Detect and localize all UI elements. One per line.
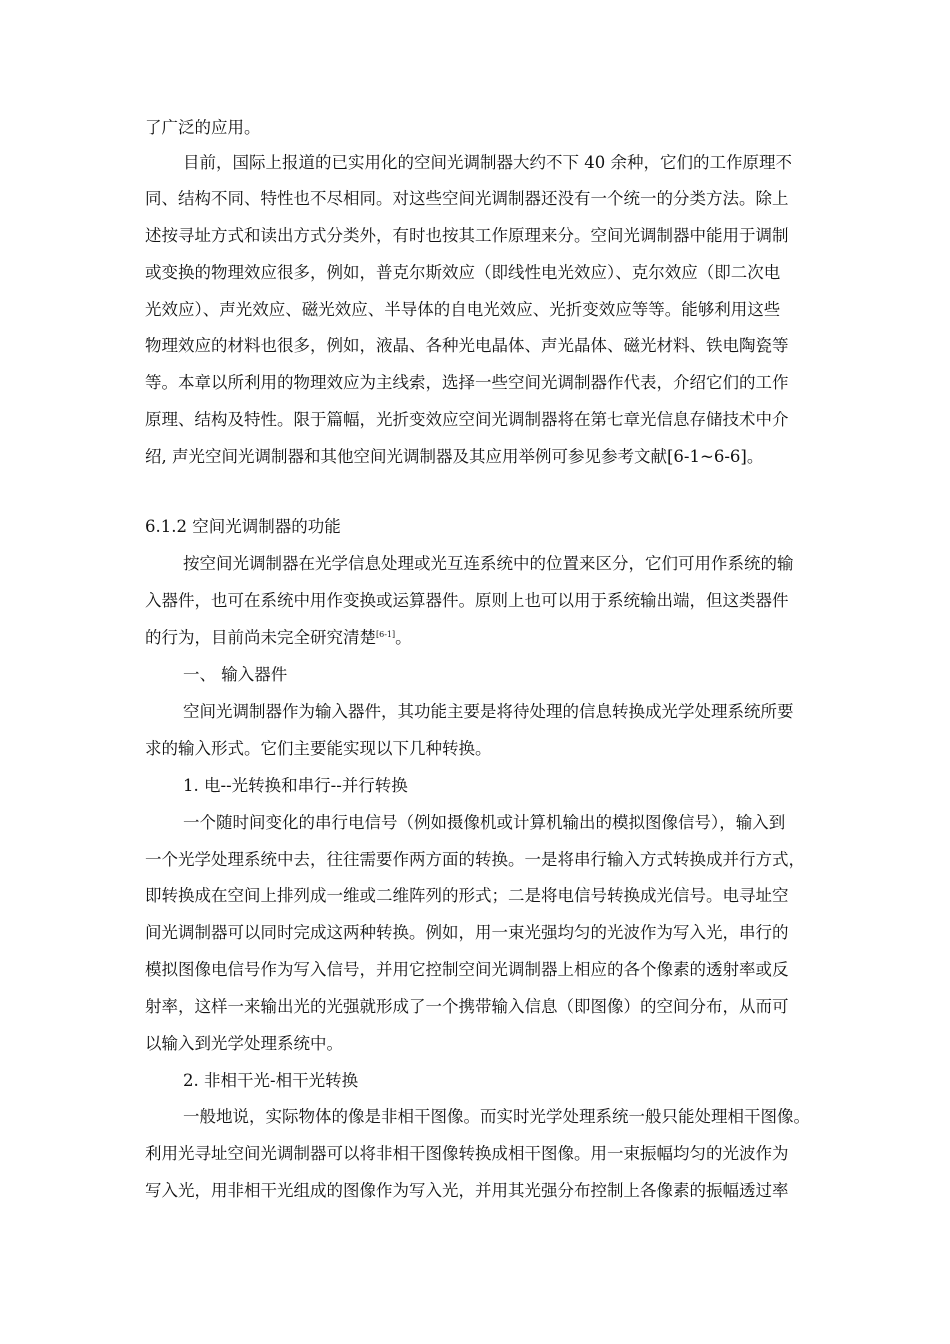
paragraph-line: 同、结构不同、特性也不尽相同。对这些空间光调制器还没有一个统一的分类方法。除上: [145, 189, 789, 208]
paragraph-line: 光效应）、声光效应、磁光效应、半导体的自电光效应、光折变效应等等。能够利用这些: [145, 300, 781, 319]
paragraph-line: 等。本章以所利用的物理效应为主线索，选择一些空间光调制器作代表，介绍它们的工作: [145, 373, 789, 392]
paragraph-line: 以输入到光学处理系统中。: [145, 1034, 343, 1053]
numbered-heading: 2. 非相干光-相干光转换: [183, 1071, 359, 1090]
subsection-heading: 一、 输入器件: [183, 665, 288, 684]
paragraph-line: 利用光寻址空间光调制器可以将非相干图像转换成相干图像。用一束振幅均匀的光波作为: [145, 1144, 789, 1163]
section-heading: 6.1.2 空间光调制器的功能: [145, 517, 341, 536]
paragraph-line: 一个光学处理系统中去，往往需要作两方面的转换。一是将串行输入方式转换成并行方式，: [145, 850, 805, 869]
paragraph-line: 入器件，也可在系统中用作变换或运算器件。原则上也可以用于系统输出端，但这类器件: [145, 591, 789, 610]
paragraph-line: 射率，这样一来输出光的光强就形成了一个携带输入信息（即图像）的空间分布，从而可: [145, 997, 789, 1016]
paragraph-line: 空间光调制器作为输入器件，其功能主要是将待处理的信息转换成光学处理系统所要: [183, 702, 794, 721]
paragraph-line: 一般地说，实际物体的像是非相干图像。而实时光学处理系统一般只能处理相干图像。: [183, 1107, 810, 1126]
paragraph-line: 写入光，用非相干光组成的图像作为写入光，并用其光强分布控制上各像素的振幅透过率: [145, 1181, 789, 1200]
sentence-end: 。: [395, 628, 412, 647]
paragraph-line: 物理效应的材料也很多，例如，液晶、各种光电晶体、声光晶体、磁光材料、铁电陶瓷等: [145, 336, 789, 355]
paragraph-line: 绍, 声光空间光调制器和其他空间光调制器及其应用举例可参见参考文献[6-1~6-6]。: [145, 447, 764, 466]
paragraph-line: 或变换的物理效应很多，例如，普克尔斯效应（即线性电光效应）、克尔效应（即二次电: [145, 263, 781, 282]
paragraph-line: 一个随时间变化的串行电信号（例如摄像机或计算机输出的模拟图像信号），输入到: [183, 813, 786, 832]
paragraph-line: 按空间光调制器在光学信息处理或光互连系统中的位置来区分，它们可用作系统的输: [183, 554, 794, 573]
paragraph-line: 模拟图像电信号作为写入信号，并用它控制空间光调制器上相应的各个像素的透射率或反: [145, 960, 789, 979]
citation-ref: [6-1]: [376, 630, 396, 639]
paragraph-line: 述按寻址方式和读出方式分类外，有时也按其工作原理来分。空间光调制器中能用于调制: [145, 226, 789, 245]
paragraph-line: 原理、结构及特性。限于篇幅，光折变效应空间光调制器将在第七章光信息存储技术中介: [145, 410, 789, 429]
paragraph-line: 了广泛的应用。: [145, 118, 261, 137]
paragraph-line: 间光调制器可以同时完成这两种转换。例如，用一束光强均匀的光波作为写入光，串行的: [145, 923, 789, 942]
paragraph-line: 求的输入形式。它们主要能实现以下几种转换。: [145, 739, 492, 758]
paragraph-line: 即转换成在空间上排列成一维或二维阵列的形式；二是将电信号转换成光信号。电寻址空: [145, 886, 789, 905]
paragraph-text: 的行为，目前尚未完全研究清楚: [145, 628, 376, 647]
paragraph-line: 目前，国际上报道的已实用化的空间光调制器大约不下 40 余种，它们的工作原理不: [183, 153, 792, 172]
numbered-heading: 1. 电--光转换和串行--并行转换: [183, 776, 408, 795]
paragraph-line-with-citation: [145, 628, 815, 648]
